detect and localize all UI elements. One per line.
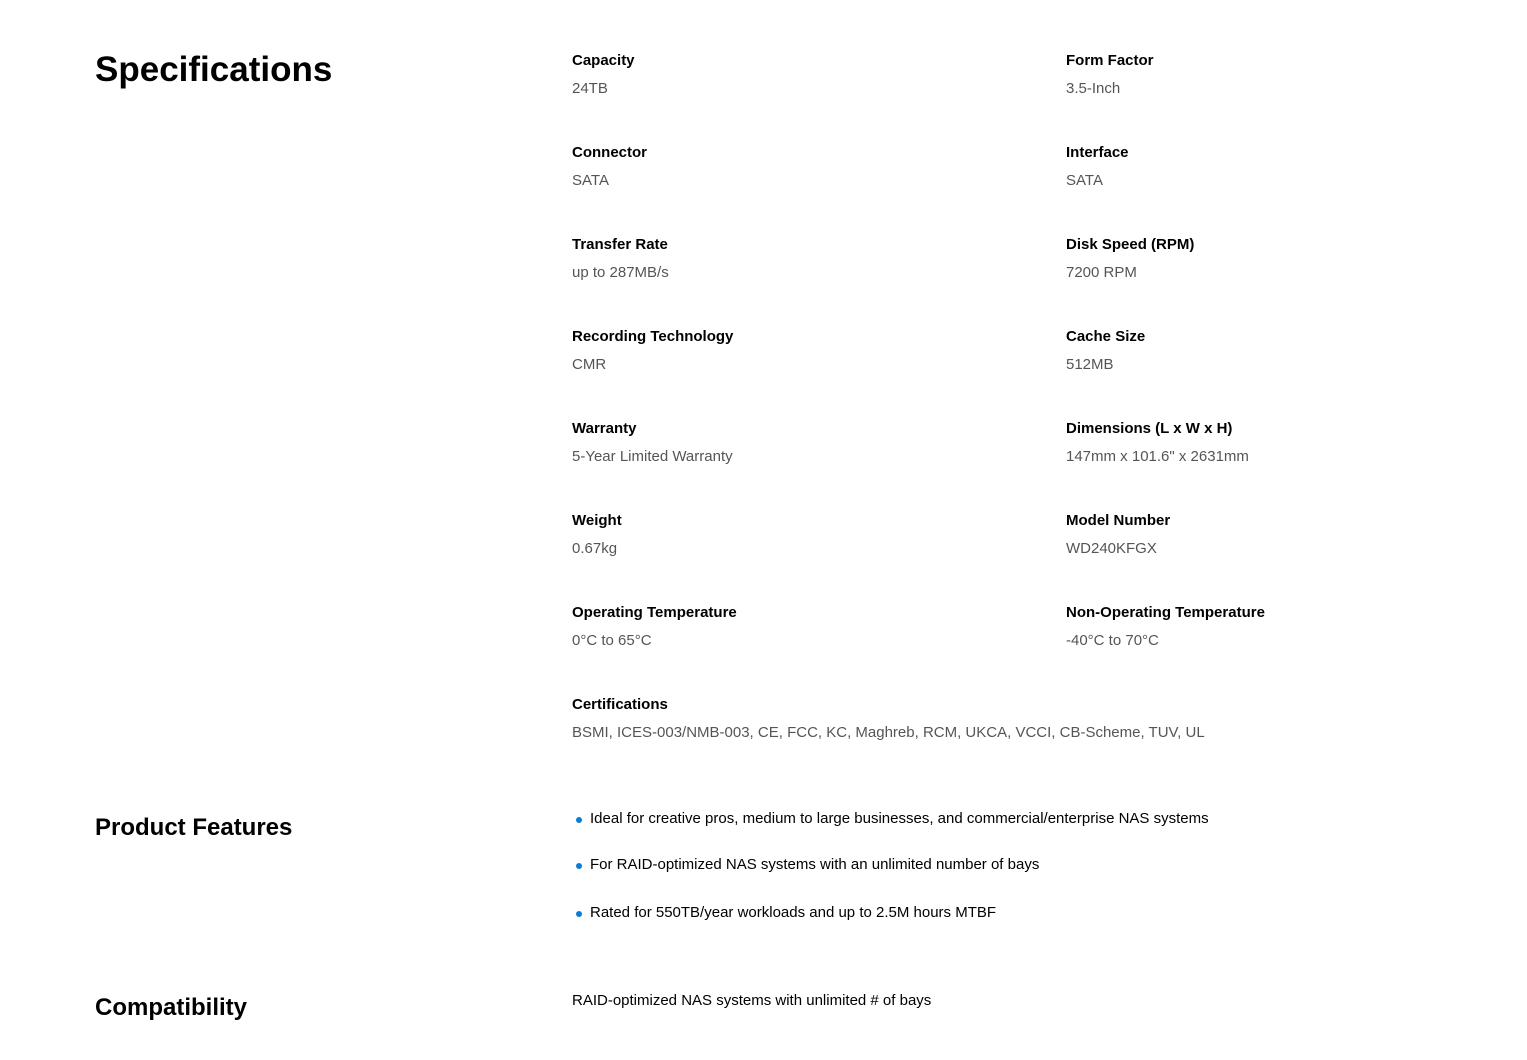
spec-value: CMR — [572, 356, 607, 373]
spec-interface — [1066, 144, 1129, 190]
feature-text: Ideal for creative pros, medium to large businesses, and commercial/enterprise NAS systems — [590, 810, 1209, 827]
feature-item — [572, 856, 1472, 874]
spec-value: 24TB — [572, 80, 608, 97]
spec-recording-technology — [572, 328, 733, 374]
spec-value: WD240KFGX — [1066, 540, 1157, 557]
spec-capacity — [572, 52, 635, 98]
spec-row — [572, 696, 1472, 788]
spec-value: -40°C to 70°C — [1066, 632, 1159, 649]
product-features-list — [572, 810, 1472, 922]
spec-label: Warranty — [572, 420, 637, 437]
compatibility-title: Compatibility — [95, 994, 248, 1021]
spec-cache-size — [1066, 328, 1145, 374]
spec-weight — [572, 512, 622, 558]
spec-row — [572, 144, 1472, 236]
spec-label: Dimensions (L x W x H) — [1066, 420, 1233, 437]
spec-label: Non-Operating Temperature — [1066, 604, 1265, 621]
spec-form-factor — [1066, 52, 1154, 98]
spec-model-number — [1066, 512, 1170, 558]
spec-value: 512MB — [1066, 356, 1114, 373]
spec-value: 0°C to 65°C — [572, 632, 652, 649]
spec-connector — [572, 144, 647, 190]
spec-value: 0.67kg — [572, 540, 618, 557]
spec-label: Operating Temperature — [572, 604, 737, 621]
spec-label: Recording Technology — [572, 328, 734, 345]
spec-label: Cache Size — [1066, 328, 1146, 345]
spec-operating-temperature — [572, 604, 737, 650]
spec-transfer-rate — [572, 236, 669, 282]
feature-text: For RAID-optimized NAS systems with an unlimited number of bays — [590, 856, 1040, 873]
feature-text: Rated for 550TB/year workloads and up to 2.5M hours MTBF — [590, 904, 997, 921]
feature-item — [572, 904, 1472, 922]
spec-label: Transfer Rate — [572, 236, 668, 253]
bullet-dot-icon — [576, 863, 582, 869]
spec-row — [572, 512, 1472, 604]
spec-label: Capacity — [572, 52, 635, 69]
spec-label: Form Factor — [1066, 52, 1154, 69]
spec-label: Disk Speed (RPM) — [1066, 236, 1195, 253]
spec-row — [572, 604, 1472, 696]
spec-row — [572, 236, 1472, 328]
spec-value: 3.5-Inch — [1066, 80, 1121, 97]
spec-row — [572, 420, 1472, 512]
spec-value: up to 287MB/s — [572, 264, 669, 281]
spec-value: SATA — [572, 172, 609, 189]
specifications-title: Specifications — [95, 50, 333, 89]
spec-warranty — [572, 420, 733, 466]
spec-non-operating-temperature — [1066, 604, 1265, 650]
product-features-title: Product Features — [95, 814, 293, 841]
spec-row — [572, 328, 1472, 420]
spec-label: Weight — [572, 512, 622, 529]
compatibility-text: RAID-optimized NAS systems with unlimited # of bays — [572, 992, 932, 1009]
feature-item — [572, 810, 1472, 828]
spec-value: BSMI, ICES-003/NMB-003, CE, FCC, KC, Maghreb, RCM, UKCA, VCCI, CB-Scheme, TUV, UL — [572, 724, 1205, 741]
bullet-dot-icon — [576, 817, 582, 823]
spec-label: Interface — [1066, 144, 1129, 161]
spec-dimensions — [1066, 420, 1249, 466]
spec-value: 147mm x 101.6" x 2631mm — [1066, 448, 1249, 465]
spec-certifications — [572, 696, 1205, 742]
spec-label: Model Number — [1066, 512, 1171, 529]
spec-label: Certifications — [572, 696, 668, 713]
specifications-grid — [572, 52, 1472, 788]
spec-disk-speed — [1066, 236, 1194, 282]
spec-value: 5-Year Limited Warranty — [572, 448, 733, 465]
spec-label: Connector — [572, 144, 647, 161]
spec-row — [572, 52, 1472, 144]
spec-value: 7200 RPM — [1066, 264, 1137, 281]
bullet-dot-icon — [576, 911, 582, 917]
spec-value: SATA — [1066, 172, 1103, 189]
